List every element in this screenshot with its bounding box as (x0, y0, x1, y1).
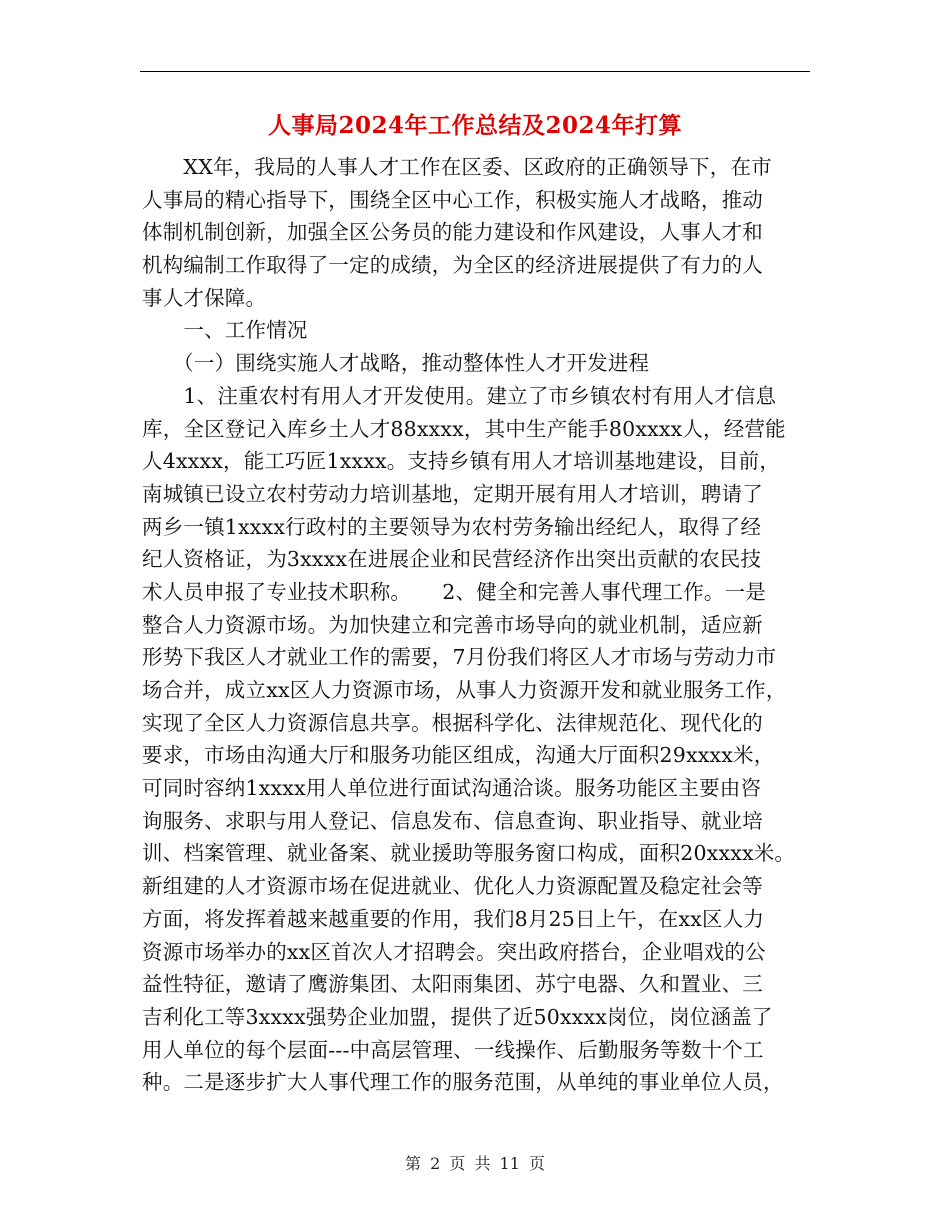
document-title: 人事局2024年工作总结及2024年打算 (267, 112, 683, 139)
body-line: XX年，我局的人事人才工作在区委、区政府的正确领导下，在市 (142, 155, 772, 179)
body-line: 新组建的人才资源市场在促进就业、优化人力资源配置及稳定社会等 (142, 874, 763, 899)
body-line: 要求，市场由沟通大厅和服务功能区组成，沟通大厅面积29xxxx米， (142, 743, 775, 768)
body-line: 库，全区登记入库乡土人才88xxxx，其中生产能手80xxxx人，经营能 (142, 416, 786, 441)
body-line: （一）围绕实施人才战略，推动整体性人才开发进程 (142, 351, 650, 376)
body-line: 可同时容纳1xxxx用人单位进行面试沟通洽谈。服务功能区主要由咨 (142, 776, 762, 801)
body-line: 纪人资格证，为3xxxx在进展企业和民营经济作出突出贡献的农民技 (142, 547, 762, 572)
body-line: 事人才保障。 (142, 285, 267, 310)
header-rule (140, 71, 810, 72)
body-line: 用人单位的每个层面---中高层管理、一线操作、后勤服务等数十个工 (142, 1037, 764, 1062)
body-line: 形势下我区人才就业工作的需要，7月份我们将区人才市场与劳动力市 (142, 645, 777, 670)
body-line: 吉利化工等3xxxx强势企业加盟，提供了近50xxxx岗位，岗位涵盖了 (142, 1004, 773, 1029)
body-line: 南城镇已设立农村劳动力培训基地，定期开展有用人才培训，聘请了 (142, 481, 763, 506)
page-number: 第 2 页 共 11 页 (405, 1154, 545, 1173)
body-line: 益性特征，邀请了鹰游集团、太阳雨集团、苏宁电器、久和置业、三 (142, 972, 763, 997)
body-line: 场合并，成立xx区人力资源市场，从事人力资源开发和就业服务工作， (142, 678, 787, 702)
body-line: 人4xxxx，能工巧匠1xxxx。支持乡镇有用人才培训基地建设，目前， (142, 449, 781, 474)
body-line: 种。二是逐步扩大人事代理工作的服务范围，从单纯的事业单位人员， (142, 1070, 784, 1095)
body-line: 方面，将发挥着越来越重要的作用，我们8月25日上午，在xx区人力 (142, 906, 765, 931)
body-line: 资源市场举办的xx区首次人才招聘会。突出政府搭台，企业唱戏的公 (142, 939, 766, 964)
body-line: 机构编制工作取得了一定的成绩，为全区的经济进展提供了有力的人 (142, 253, 763, 278)
body-line: 人事局的精心指导下，围绕全区中心工作，积极实施人才战略，推动 (142, 187, 763, 212)
body-line: 训、档案管理、就业备案、就业援助等服务窗口构成，面积20xxxx米。 (142, 841, 796, 866)
body-line: 询服务、求职与用人登记、信息发布、信息查询、职业指导、就业培 (142, 808, 763, 833)
body-line: 实现了全区人力资源信息共享。根据科学化、法律规范化、现代化的 (142, 710, 763, 735)
body-line: 整合人力资源市场。为加快建立和完善市场导向的就业机制，适应新 (142, 612, 763, 637)
body-line: 两乡一镇1xxxx行政村的主要领导为农村劳务输出经纪人，取得了经 (142, 514, 762, 539)
body-line: 术人员申报了专业技术职称。 2、健全和完善人事代理工作。一是 (142, 579, 766, 604)
body-line: 1、注重农村有用人才开发使用。建立了市乡镇农村有用人才信息 (142, 383, 777, 408)
document-body (142, 151, 812, 1099)
body-line: 体制机制创新，加强全区公务员的能力建设和作风建设，人事人才和 (142, 220, 763, 245)
body-line: 一、工作情况 (142, 318, 308, 343)
